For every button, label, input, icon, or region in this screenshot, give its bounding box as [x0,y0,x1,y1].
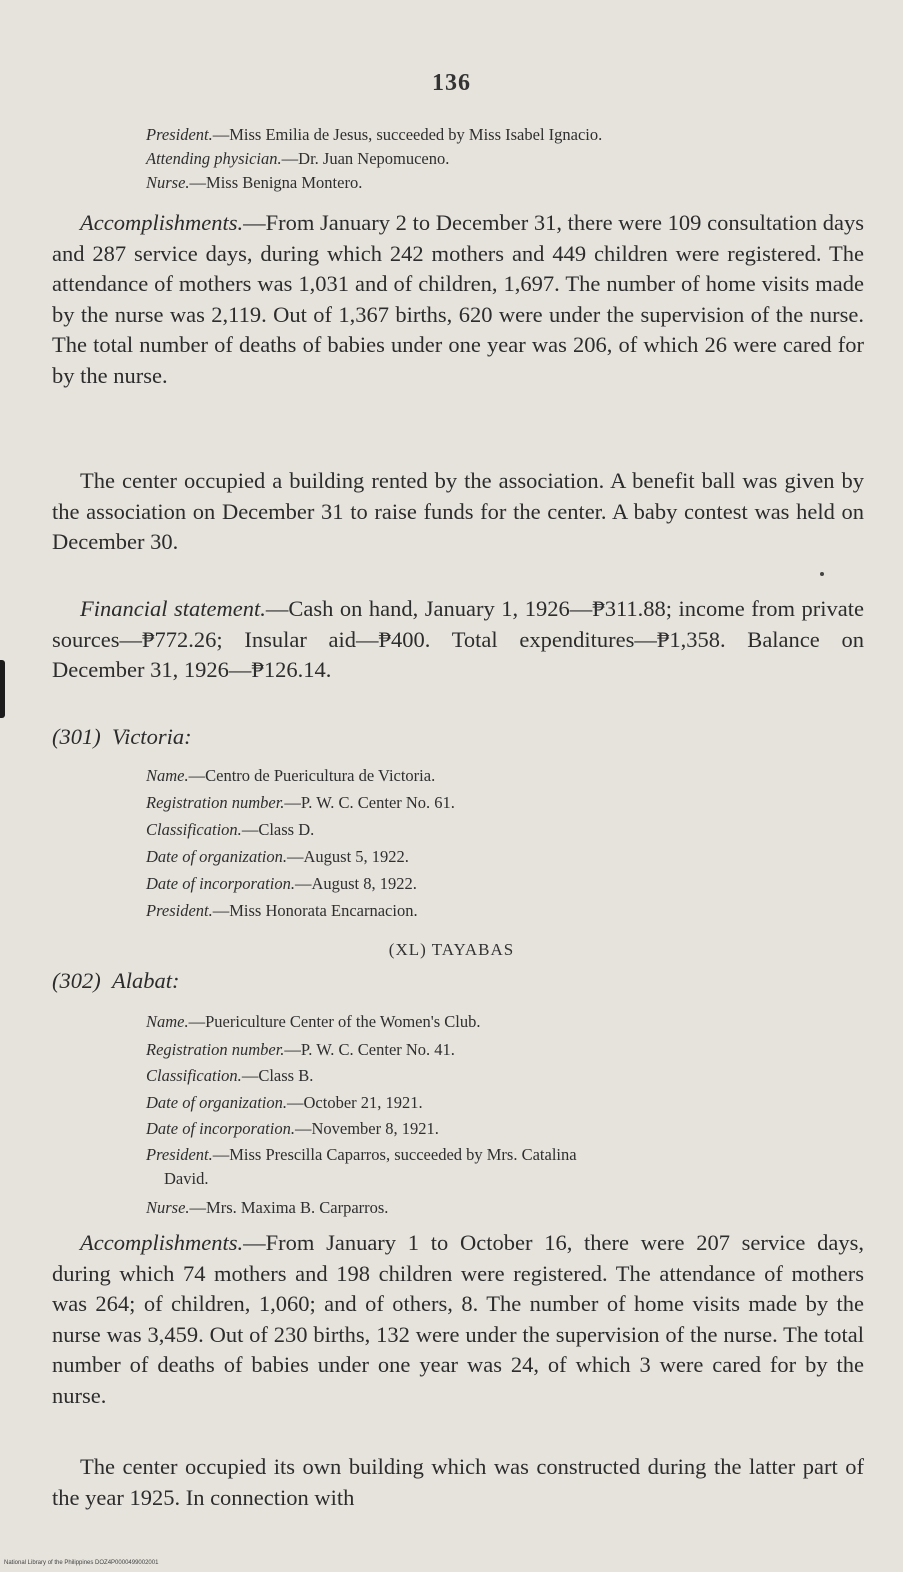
entry-label: Nurse. [146,1198,190,1217]
alabat-number: (302) [52,968,101,993]
center-paragraph-text: The center occupied its own building which was constructed during the latter part of the year 1925. In connection with [52,1454,864,1510]
entry-label: President. [146,901,213,920]
entry-text: —August 8, 1922. [294,874,417,893]
center-paragraph-text: The center occupied a building rented by the association. A benefit ball was given by the association on December 31 to raise funds for the center. A baby contest was held on December 30. [52,468,864,554]
entry-label: President. [146,1145,213,1164]
page-number: 136 [432,70,471,96]
entry-text: —P. W. C. Center No. 61. [284,793,455,812]
entry-text: —P. W. C. Center No. 41. [284,1040,455,1059]
entry-attending-physician [146,147,449,171]
entry-text: —Miss Emilia de Jesus, succeeded by Miss Isabel Ignacio. [212,125,603,144]
victoria-place: Victoria: [112,724,192,749]
entry-text: —Dr. Juan Nepomuceno. [281,149,450,168]
alabat-heading [52,966,180,996]
entry-label: Registration number. [146,1040,285,1059]
entry-text: —Puericulture Center of the Women's Club. [188,1012,481,1031]
entry-label: Nurse. [146,173,190,192]
victoria-entry-registration [146,791,455,815]
accomplishments-text: —From January 1 to October 16, there were 207 service days, during which 74 mothers and 198 children were registered. The attendance of mothers was 264; of children, 1,060; and of others, 8. The number of home visits made by the nurse was 3,459. Out of 230 births, 132 were under the supervision of the nurse. The total number of deaths of babies under one year was 24, of which 3 were cared for by the nurse. [52,1230,864,1408]
accomplishments-paragraph-1 [52,208,864,391]
entry-text: —August 5, 1922. [287,847,409,866]
entry-text: —Centro de Puericultura de Victoria. [188,766,436,785]
financial-statement-paragraph [52,594,864,686]
entry-text: —Miss Prescilla Caparros, succeeded by Mrs. Catalina [212,1145,577,1164]
entry-label: Date of organization. [146,1093,288,1112]
entry-text: —November 8, 1921. [294,1119,439,1138]
entry-text: —Miss Benigna Montero. [189,173,363,192]
entry-text: —Class B. [241,1066,314,1085]
alabat-entry-organization [146,1091,423,1115]
victoria-entry-organization [146,845,409,869]
entry-label: Date of organization. [146,847,288,866]
entry-president-top [146,123,602,147]
section-heading: (XL) TAYABAS [388,940,515,959]
entry-label: Date of incorporation. [146,874,295,893]
entry-label: Classification. [146,820,242,839]
alabat-entry-classification [146,1064,313,1088]
alabat-entry-president-continued [164,1167,208,1191]
victoria-heading [52,722,192,752]
financial-label: Financial statement. [80,596,266,621]
entry-label: Classification. [146,1066,242,1085]
victoria-entry-name [146,764,435,788]
victoria-number: (301) [52,724,101,749]
print-speck [820,572,824,576]
center-paragraph-2 [52,1452,864,1513]
victoria-entry-incorporation [146,872,417,896]
entry-label: Name. [146,766,189,785]
victoria-entry-president [146,899,418,923]
alabat-entry-incorporation [146,1117,439,1141]
alabat-entry-president [146,1143,577,1167]
victoria-entry-classification [146,818,314,842]
entry-label: Name. [146,1012,189,1031]
accomplishments-paragraph-2 [52,1228,864,1411]
accomplishments-label: Accomplishments. [80,210,244,235]
accomplishments-text: —From January 2 to December 31, there were 109 consultation days and 287 service days, during which 242 mothers and 449 children were registered. The attendance of mothers was 1,031 and of children, 1,697. The number of home visits made by the nurse was 2,119. Out of 1,367 births, 620 were under the supervision of the nurse. The total number of deaths of babies under one year was 206, of which 26 were cared for by the nurse. [52,210,864,388]
entry-nurse-top [146,171,362,195]
entry-label: Attending physician. [146,149,282,168]
accomplishments-label: Accomplishments. [80,1230,244,1255]
alabat-entry-name [146,1010,481,1034]
binding-edge-mark [0,660,5,718]
entry-label: President. [146,125,213,144]
alabat-entry-registration [146,1038,455,1062]
entry-label: Date of incorporation. [146,1119,295,1138]
entry-label: Registration number. [146,793,285,812]
entry-text: —Mrs. Maxima B. Carparros. [189,1198,389,1217]
entry-text: —Class D. [241,820,315,839]
alabat-place: Alabat: [112,968,180,993]
entry-text: —Miss Honorata Encarnacion. [212,901,418,920]
scan-footer: National Library of the Philippines DOZ4P0000499002001 [4,1560,159,1566]
financial-text: —Cash on hand, January 1, 1926—₱311.88; income from private sources—₱772.26; Insular aid—₱400. Total expenditures—₱1,358. Balance on December 31, 1926—₱126.14. [52,596,864,682]
center-paragraph-1 [52,466,864,558]
entry-text: David. [164,1169,209,1188]
entry-text: —October 21, 1921. [287,1093,423,1112]
alabat-entry-nurse [146,1196,388,1220]
